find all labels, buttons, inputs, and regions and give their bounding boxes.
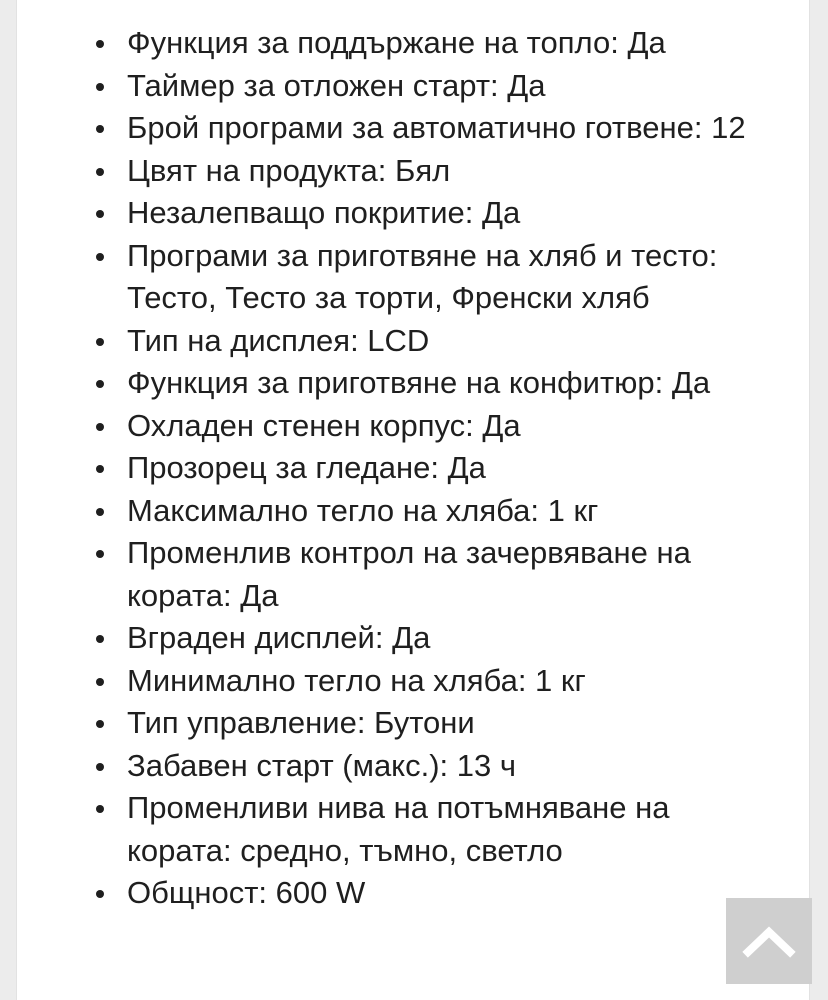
bullet-icon [96, 253, 104, 261]
spec-item [127, 702, 779, 745]
spec-text: Общност: 600 W [127, 875, 366, 910]
bullet-icon [96, 168, 104, 176]
spec-text: Забавен старт (макс.): 13 ч [127, 747, 516, 783]
spec-item [127, 107, 779, 150]
bullet-icon [96, 83, 104, 91]
spec-item [127, 787, 779, 872]
spec-text: Програми за приготвяне на хляб и тесто: Тесто, Тесто за торти, Френски хляб [127, 237, 718, 315]
bullet-icon [96, 763, 104, 771]
scroll-to-top-button[interactable] [726, 898, 812, 984]
bullet-icon [96, 338, 104, 346]
spec-text: Функция за приготвяне на конфитюр: Да [127, 365, 711, 400]
spec-item [127, 872, 779, 915]
spec-text: Таймер за отложен старт: Да [127, 67, 546, 103]
spec-text: Охладен стенен корпус: Да [127, 407, 521, 443]
spec-text: Променлив контрол на зачервяване на кората: Да [127, 535, 691, 613]
spec-text: Функция за поддържане на топло: Да [127, 25, 666, 60]
spec-item [127, 660, 779, 703]
bullet-icon [96, 678, 104, 686]
bullet-icon [96, 805, 104, 813]
bullet-icon [96, 465, 104, 473]
spec-item [127, 447, 779, 490]
spec-text: Максимално тегло на хляба: 1 кг [127, 492, 599, 528]
spec-text: Цвят на продукта: Бял [127, 152, 451, 188]
bullet-icon [96, 550, 104, 558]
spec-item [127, 617, 779, 660]
spec-item [127, 235, 779, 320]
chevron-up-icon [742, 924, 796, 958]
spec-item [127, 192, 779, 235]
spec-item [127, 362, 779, 405]
bullet-icon [96, 720, 104, 728]
spec-item [127, 532, 779, 617]
bullet-icon [96, 423, 104, 431]
bullet-icon [96, 890, 104, 898]
bullet-icon [96, 40, 104, 48]
bullet-icon [96, 635, 104, 643]
spec-item [127, 745, 779, 788]
spec-item [127, 405, 779, 448]
bullet-icon [96, 380, 104, 388]
bullet-icon [96, 508, 104, 516]
spec-text: Минимално тегло на хляба: 1 кг [127, 662, 586, 698]
spec-text: Променливи нива на потъмняване на кората: средно, тъмно, светло [127, 790, 670, 868]
bullet-icon [96, 125, 104, 133]
spec-text: Незалепващо покритие: Да [127, 195, 521, 230]
spec-list [17, 0, 809, 915]
spec-item [127, 65, 779, 108]
spec-text: Тип на дисплея: LCD [127, 322, 430, 358]
spec-item [127, 490, 779, 533]
spec-card [16, 0, 810, 1000]
spec-item [127, 320, 779, 363]
spec-text: Прозорец за гледане: Да [127, 450, 486, 485]
spec-text: Вграден дисплей: Да [127, 620, 431, 655]
bullet-icon [96, 210, 104, 218]
spec-item [127, 22, 779, 65]
spec-text: Тип управление: Бутони [127, 705, 475, 740]
spec-text: Брой програми за автоматично готвене: 12 [127, 110, 746, 145]
spec-item [127, 150, 779, 193]
